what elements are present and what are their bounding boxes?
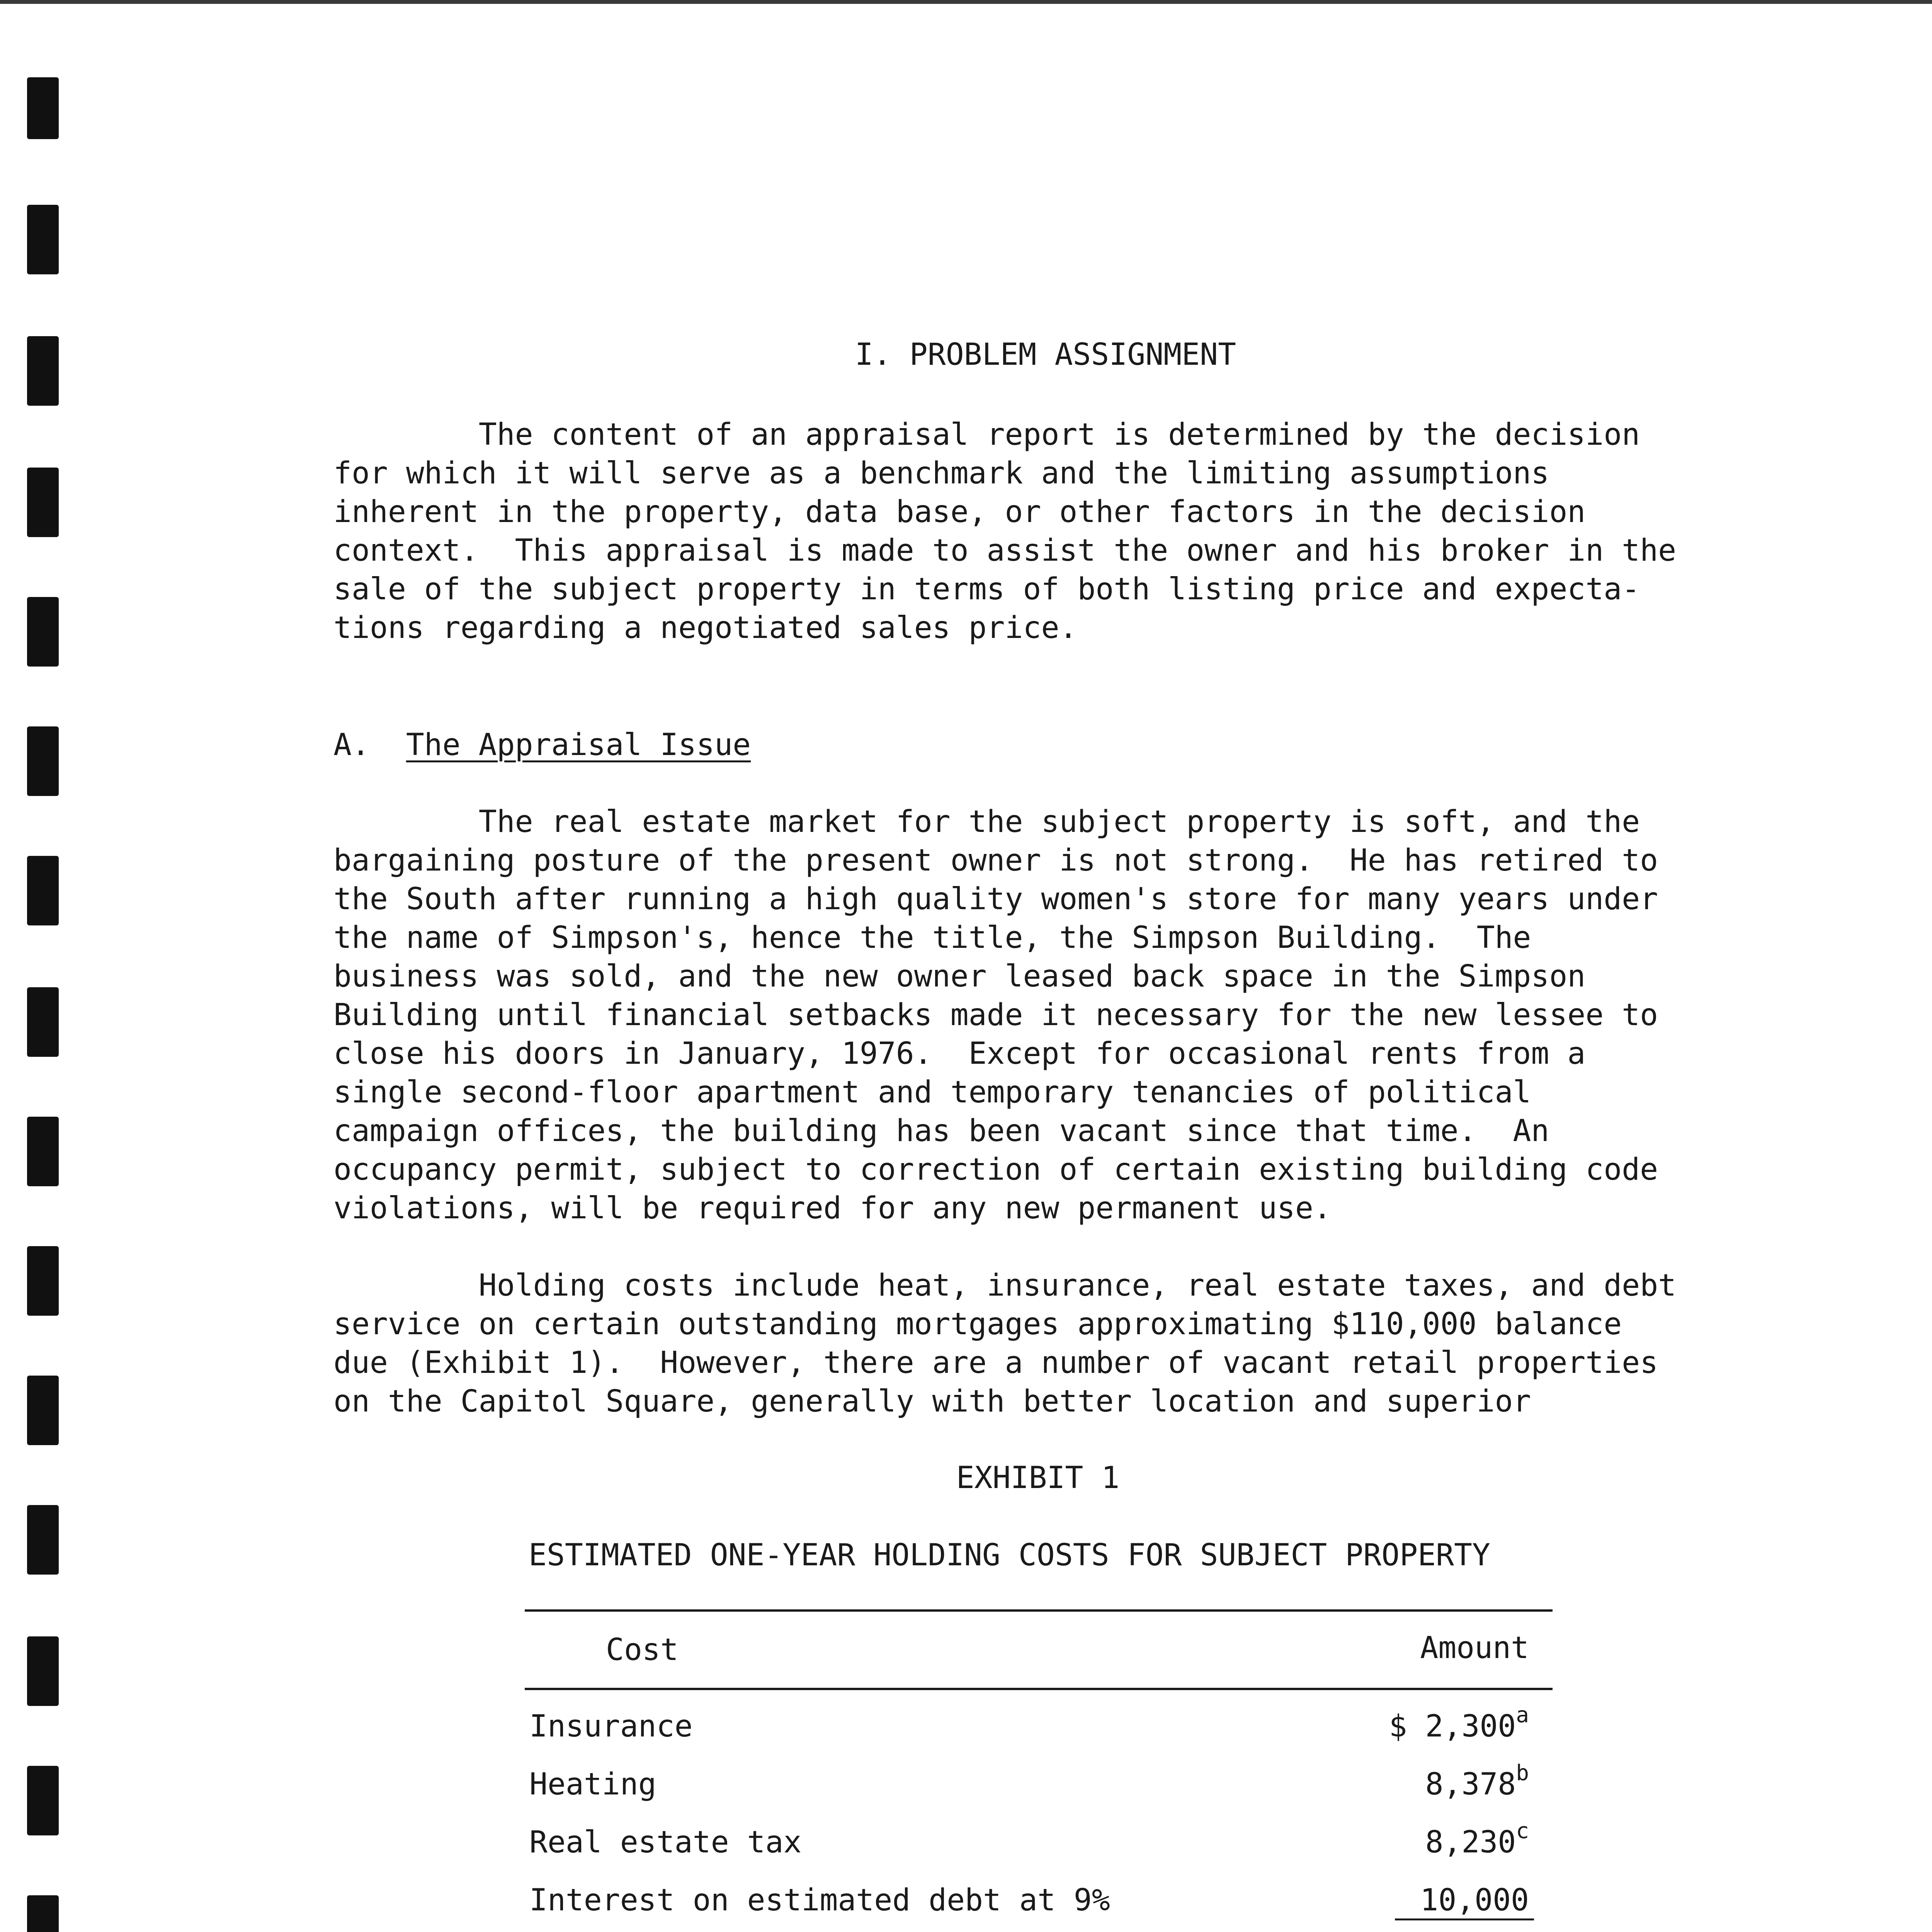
section-title: The Appraisal Issue: [406, 728, 751, 762]
footnote-mark: b: [1516, 1760, 1529, 1786]
column-header-amount: Amount: [1420, 1631, 1529, 1665]
sum-rule: [1395, 1918, 1534, 1920]
footnote-mark: a: [1516, 1702, 1529, 1728]
row-cost: Insurance: [529, 1709, 693, 1744]
footnote-mark: c: [1516, 1818, 1529, 1844]
row-amount: $ 2,300$^a$: [1389, 1702, 1529, 1744]
chapter-heading: I. PROBLEM ASSIGNMENT: [855, 337, 1236, 372]
row-amount: 8,230$^c$: [1425, 1818, 1529, 1860]
row-cost: Interest on estimated debt at 9%: [529, 1883, 1110, 1918]
row-amount: 8,378$^b$: [1425, 1760, 1529, 1802]
intro-paragraph: The content of an appraisal report is determined by the decision for which it will serve as a benchmark and the limiting assumptions inherent in the property, data base, or other factors in the decision context. This appraisal is made to assist the owner and his broker in the sale of the subject property in terms of both listing price and expecta- tions regarding a negotiated sales price.: [333, 417, 1677, 645]
row-amount: 10,000: [1420, 1883, 1529, 1918]
row-cost: Heating: [529, 1767, 656, 1802]
column-header-cost: Cost: [606, 1633, 679, 1667]
row-cost: Real estate tax: [529, 1825, 802, 1860]
table-top-rule: [525, 1609, 1553, 1612]
holding-costs-paragraph: Holding costs include heat, insurance, real estate taxes, and debt service on certain outstanding mortgages approximating $110,000 balance due (Exhibit 1). However, there are a number of vacant retail properties on the Capitol Square, generally with better location and superior: [333, 1268, 1677, 1419]
exhibit-title: ESTIMATED ONE-YEAR HOLDING COSTS FOR SUBJECT PROPERTY: [529, 1538, 1490, 1573]
section-heading: [333, 726, 751, 764]
table-header-rule: [525, 1688, 1553, 1690]
section-letter: A.: [333, 728, 370, 762]
exhibit-label: EXHIBIT 1: [956, 1461, 1120, 1495]
appraisal-issue-paragraph: The real estate market for the subject property is soft, and the bargaining posture of the present owner is not strong. He has retired to the South after running a high quality women's store for many years under the name of Simpson's, hence the title, the Simpson Building. The business was sold, and the new owner leased back space in the Simpson Building until financial setbacks made it necessary for the new lessee to close his doors in January, 1976. Except for occasional rents from a single second-floor apartment and temporary tenancies of political campaign offices, the building has been vacant since that time. An occupancy permit, subject to correction of certain existing building code violations, will be required for any new permanent use.: [333, 804, 1658, 1226]
